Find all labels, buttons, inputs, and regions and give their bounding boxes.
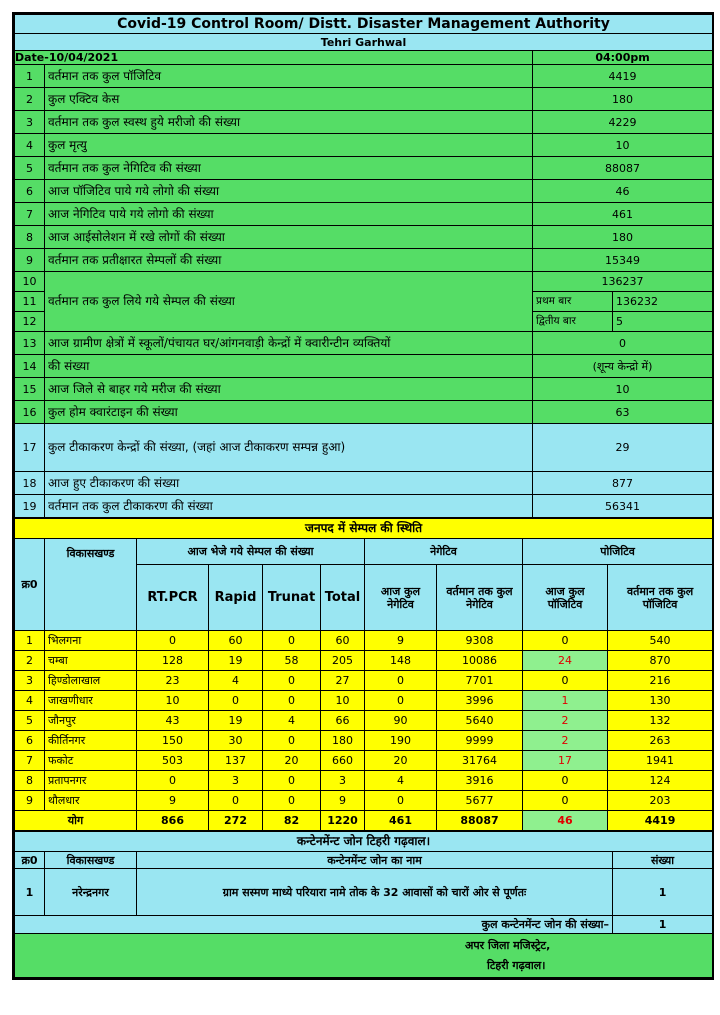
row-number: 1 (15, 65, 45, 88)
cell-total: 9 (321, 791, 365, 811)
row-value: 4419 (533, 65, 713, 88)
cell-trunat: 20 (263, 751, 321, 771)
cell-today-neg: 0 (365, 691, 437, 711)
row-block: फकोट (45, 751, 137, 771)
cell-till-neg: 3996 (437, 691, 523, 711)
table-row (15, 711, 713, 731)
cell-trunat: 58 (263, 651, 321, 671)
cell-rtpcr: 43 (137, 711, 209, 731)
cell-today-neg: 90 (365, 711, 437, 731)
header-line: पॉजिटिव (642, 597, 678, 611)
samples-label: वर्तमान तक कुल लिये गये सेम्पल की संख्या (45, 272, 533, 332)
row-label: आज जिले से बाहर गये मरीज की संख्या (45, 378, 533, 401)
second-time-value: 5 (613, 312, 713, 332)
cell-today-pos: 0 (523, 771, 608, 791)
row-value: 180 (533, 88, 713, 111)
col-group-positive: पोजिटिव (523, 539, 713, 565)
header-line: आज कुल (545, 584, 585, 598)
quarantine-value: 0 (533, 332, 713, 355)
row-value: 29 (533, 424, 713, 472)
row-number: 18 (15, 472, 45, 495)
row-value: 180 (533, 226, 713, 249)
row-number: 16 (15, 401, 45, 424)
containment-col-name: कन्टेनमेंन्ट जोन का नाम (137, 852, 613, 869)
cell-total: 205 (321, 651, 365, 671)
containment-total-label: कुल कन्टेनमेंन्ट जोन की संख्या– (15, 916, 613, 934)
row-sno: 4 (15, 691, 45, 711)
cell-today-pos: 0 (523, 791, 608, 811)
row-number: 8 (15, 226, 45, 249)
row-number: 11 (15, 292, 45, 312)
block-sample-table (14, 518, 713, 831)
containment-table (14, 831, 713, 978)
total-today-negative: 461 (365, 811, 437, 831)
cell-today-neg: 0 (365, 791, 437, 811)
containment-col-block: विकासखण्ड (45, 852, 137, 869)
cell-rapid: 30 (209, 731, 263, 751)
report-time: 04:00pm (533, 51, 713, 65)
row-block: जाखणीधार (45, 691, 137, 711)
cell-total: 27 (321, 671, 365, 691)
col-block: विकासखण्ड (45, 539, 137, 631)
row-sno: 8 (15, 771, 45, 791)
total-till-negative: 88087 (437, 811, 523, 831)
cell-rapid: 0 (209, 791, 263, 811)
cell-till-pos: 203 (608, 791, 713, 811)
cell-total: 66 (321, 711, 365, 731)
row-label: आज नेगिटिव पाये गये लोगो की संख्या (45, 203, 533, 226)
cell-trunat: 4 (263, 711, 321, 731)
row-label: आज आईसोलेशन में रखे लोगों की संख्या (45, 226, 533, 249)
cell-till-pos: 540 (608, 631, 713, 651)
cell-today-pos: 17 (523, 751, 608, 771)
row-number: 10 (15, 272, 45, 292)
cell-till-neg: 10086 (437, 651, 523, 671)
section-title: जनपद में सेम्पल की स्थिति (15, 519, 713, 539)
first-time-value: 136232 (613, 292, 713, 312)
table-row (15, 671, 713, 691)
row-value: 877 (533, 472, 713, 495)
cell-today-pos: 0 (523, 631, 608, 651)
row-value: 15349 (533, 249, 713, 272)
header-line: नेगेटिव (387, 597, 414, 611)
cell-till-pos: 130 (608, 691, 713, 711)
row-number: 3 (15, 111, 45, 134)
cell-rtpcr: 503 (137, 751, 209, 771)
cell-today-neg: 190 (365, 731, 437, 751)
col-trunat: Trunat (263, 565, 321, 631)
row-label: कुल टीकाकरण केन्द्रों की संख्या, (जहां आज टीकाकरण सम्पन्न हुआ) (45, 424, 533, 472)
containment-name: ग्राम सस्मण माध्ये परियारा नामे तोक के 32 आवासों को चारों ओर से पूर्णतः (137, 869, 613, 916)
containment-col-count: संख्या (613, 852, 713, 869)
containment-total-value: 1 (613, 916, 713, 934)
containment-sno: 1 (15, 869, 45, 916)
cell-till-neg: 3916 (437, 771, 523, 791)
row-sno: 6 (15, 731, 45, 751)
second-time-label: द्वितीय बार (533, 312, 613, 332)
cell-till-pos: 124 (608, 771, 713, 791)
cell-till-neg: 31764 (437, 751, 523, 771)
quarantine-label-line2: की संख्या (45, 355, 533, 378)
row-label: वर्तमान तक कुल टीकाकरण की संख्या (45, 495, 533, 518)
row-sno: 7 (15, 751, 45, 771)
row-value: 88087 (533, 157, 713, 180)
cell-till-neg: 9999 (437, 731, 523, 751)
signature-block (15, 934, 713, 978)
cell-rtpcr: 150 (137, 731, 209, 751)
row-number: 2 (15, 88, 45, 111)
totals-label: योग (15, 811, 137, 831)
quarantine-label-line1: आज ग्रामीण क्षेत्रों में स्कूलों/पंचायत घर/आंगनवाड़ी केन्द्रों में क्वारीन्टीन व्यक्तियों (45, 332, 533, 355)
cell-today-neg: 20 (365, 751, 437, 771)
row-sno: 2 (15, 651, 45, 671)
containment-block: नरेन्द्रनगर (45, 869, 137, 916)
col-today-negative (365, 565, 437, 631)
cell-rtpcr: 0 (137, 631, 209, 651)
cell-total: 60 (321, 631, 365, 651)
col-till-negative (437, 565, 523, 631)
quarantine-note: (शून्य केन्द्रो में) (533, 355, 713, 378)
row-value: 461 (533, 203, 713, 226)
row-label: कुल एक्टिव केस (45, 88, 533, 111)
block-rows (15, 631, 713, 811)
total-trunat: 82 (263, 811, 321, 831)
header-line: वर्तमान तक कुल (626, 584, 694, 598)
cell-till-pos: 216 (608, 671, 713, 691)
cell-rtpcr: 0 (137, 771, 209, 791)
row-block: कीर्तिनगर (45, 731, 137, 751)
row-number: 19 (15, 495, 45, 518)
row-block: भिलगना (45, 631, 137, 651)
containment-title: कन्टेनमेंन्ट जोन टिहरी गढ़वाल। (15, 832, 713, 852)
col-group-negative: नेगेटिव (365, 539, 523, 565)
col-till-positive (608, 565, 713, 631)
row-number: 13 (15, 332, 45, 355)
row-sno: 5 (15, 711, 45, 731)
table-row (15, 731, 713, 751)
row-value: 10 (533, 378, 713, 401)
containment-count: 1 (613, 869, 713, 916)
row-block: हिण्डोलाखाल (45, 671, 137, 691)
cell-till-neg: 9308 (437, 631, 523, 651)
row-label: कुल मृत्यु (45, 134, 533, 157)
row-number: 7 (15, 203, 45, 226)
col-total: Total (321, 565, 365, 631)
header-line: वर्तमान तक कुल (446, 584, 513, 598)
cell-rapid: 3 (209, 771, 263, 791)
total-rapid: 272 (209, 811, 263, 831)
cell-rtpcr: 10 (137, 691, 209, 711)
containment-col-sno: क्र0 (15, 852, 45, 869)
row-label: वर्तमान तक कुल नेगिटिव की संख्या (45, 157, 533, 180)
cell-today-neg: 148 (365, 651, 437, 671)
cell-till-pos: 263 (608, 731, 713, 751)
cell-rapid: 0 (209, 691, 263, 711)
row-sno: 1 (15, 631, 45, 651)
row-sno: 9 (15, 791, 45, 811)
signature-line2: टिहरी गढ़वाल। (487, 958, 546, 972)
row-value: 10 (533, 134, 713, 157)
summary-table (14, 14, 713, 518)
table-row (15, 651, 713, 671)
row-block: प्रतापनगर (45, 771, 137, 791)
cell-rtpcr: 9 (137, 791, 209, 811)
row-label: आज पॉजिटिव पाये गये लोगो की संख्या (45, 180, 533, 203)
table-row (15, 691, 713, 711)
row-label: वर्तमान तक प्रतीक्षारत सेम्पलों की संख्या (45, 249, 533, 272)
row-number: 15 (15, 378, 45, 401)
header-line: आज कुल (380, 584, 421, 598)
row-number: 17 (15, 424, 45, 472)
table-row (15, 791, 713, 811)
row-label: वर्तमान तक कुल स्वस्थ हुये मरीजो की संख्या (45, 111, 533, 134)
table-row (15, 771, 713, 791)
cell-rapid: 137 (209, 751, 263, 771)
cell-today-pos: 24 (523, 651, 608, 671)
row-label: वर्तमान तक कुल पॉजिटिव (45, 65, 533, 88)
cell-today-pos: 2 (523, 731, 608, 751)
col-group-sent: आज भेजे गये सेम्पल की संख्या (137, 539, 365, 565)
table-row (15, 631, 713, 651)
row-number: 6 (15, 180, 45, 203)
row-block: थौलधार (45, 791, 137, 811)
report-sheet (12, 12, 714, 980)
total-rtpcr: 866 (137, 811, 209, 831)
cell-rapid: 19 (209, 651, 263, 671)
row-number: 9 (15, 249, 45, 272)
row-value: 46 (533, 180, 713, 203)
cell-rapid: 4 (209, 671, 263, 691)
row-value: 4229 (533, 111, 713, 134)
col-rapid: Rapid (209, 565, 263, 631)
cell-total: 660 (321, 751, 365, 771)
col-rtpcr: RT.PCR (137, 565, 209, 631)
cell-till-neg: 7701 (437, 671, 523, 691)
row-sno: 3 (15, 671, 45, 691)
samples-total: 136237 (533, 272, 713, 292)
row-label: आज हुए टीकाकरण की संख्या (45, 472, 533, 495)
row-number: 12 (15, 312, 45, 332)
cell-total: 180 (321, 731, 365, 751)
cell-till-pos: 1941 (608, 751, 713, 771)
cell-rtpcr: 128 (137, 651, 209, 671)
cell-till-pos: 870 (608, 651, 713, 671)
signature-line1: अपर जिला मजिस्ट्रेट, (465, 938, 551, 952)
cell-rapid: 19 (209, 711, 263, 731)
total-till-positive: 4419 (608, 811, 713, 831)
row-number: 4 (15, 134, 45, 157)
cell-trunat: 0 (263, 671, 321, 691)
total-total: 1220 (321, 811, 365, 831)
table-row (15, 751, 713, 771)
col-today-positive (523, 565, 608, 631)
cell-today-pos: 2 (523, 711, 608, 731)
row-block: जौनपुर (45, 711, 137, 731)
cell-today-neg: 9 (365, 631, 437, 651)
row-number: 5 (15, 157, 45, 180)
cell-today-neg: 4 (365, 771, 437, 791)
cell-trunat: 0 (263, 691, 321, 711)
cell-rapid: 60 (209, 631, 263, 651)
row-value: 63 (533, 401, 713, 424)
cell-till-neg: 5640 (437, 711, 523, 731)
cell-total: 10 (321, 691, 365, 711)
cell-today-neg: 0 (365, 671, 437, 691)
col-sno: क्र0 (15, 539, 45, 631)
cell-till-pos: 132 (608, 711, 713, 731)
header-line: पॉजिटिव (547, 597, 583, 611)
first-time-label: प्रथम बार (533, 292, 613, 312)
cell-today-pos: 1 (523, 691, 608, 711)
header-line: नेगेटिव (466, 597, 493, 611)
cell-trunat: 0 (263, 631, 321, 651)
report-title: Covid-19 Control Room/ Distt. Disaster Management Authority (15, 15, 713, 34)
row-number: 14 (15, 355, 45, 378)
cell-total: 3 (321, 771, 365, 791)
row-value: 56341 (533, 495, 713, 518)
report-date: Date-10/04/2021 (15, 51, 533, 65)
cell-trunat: 0 (263, 791, 321, 811)
row-label: कुल होम क्वारंटाइन की संख्या (45, 401, 533, 424)
total-today-positive: 46 (523, 811, 608, 831)
cell-today-pos: 0 (523, 671, 608, 691)
district-name: Tehri Garhwal (15, 34, 713, 51)
cell-rtpcr: 23 (137, 671, 209, 691)
cell-trunat: 0 (263, 771, 321, 791)
row-block: चम्बा (45, 651, 137, 671)
cell-trunat: 0 (263, 731, 321, 751)
cell-till-neg: 5677 (437, 791, 523, 811)
